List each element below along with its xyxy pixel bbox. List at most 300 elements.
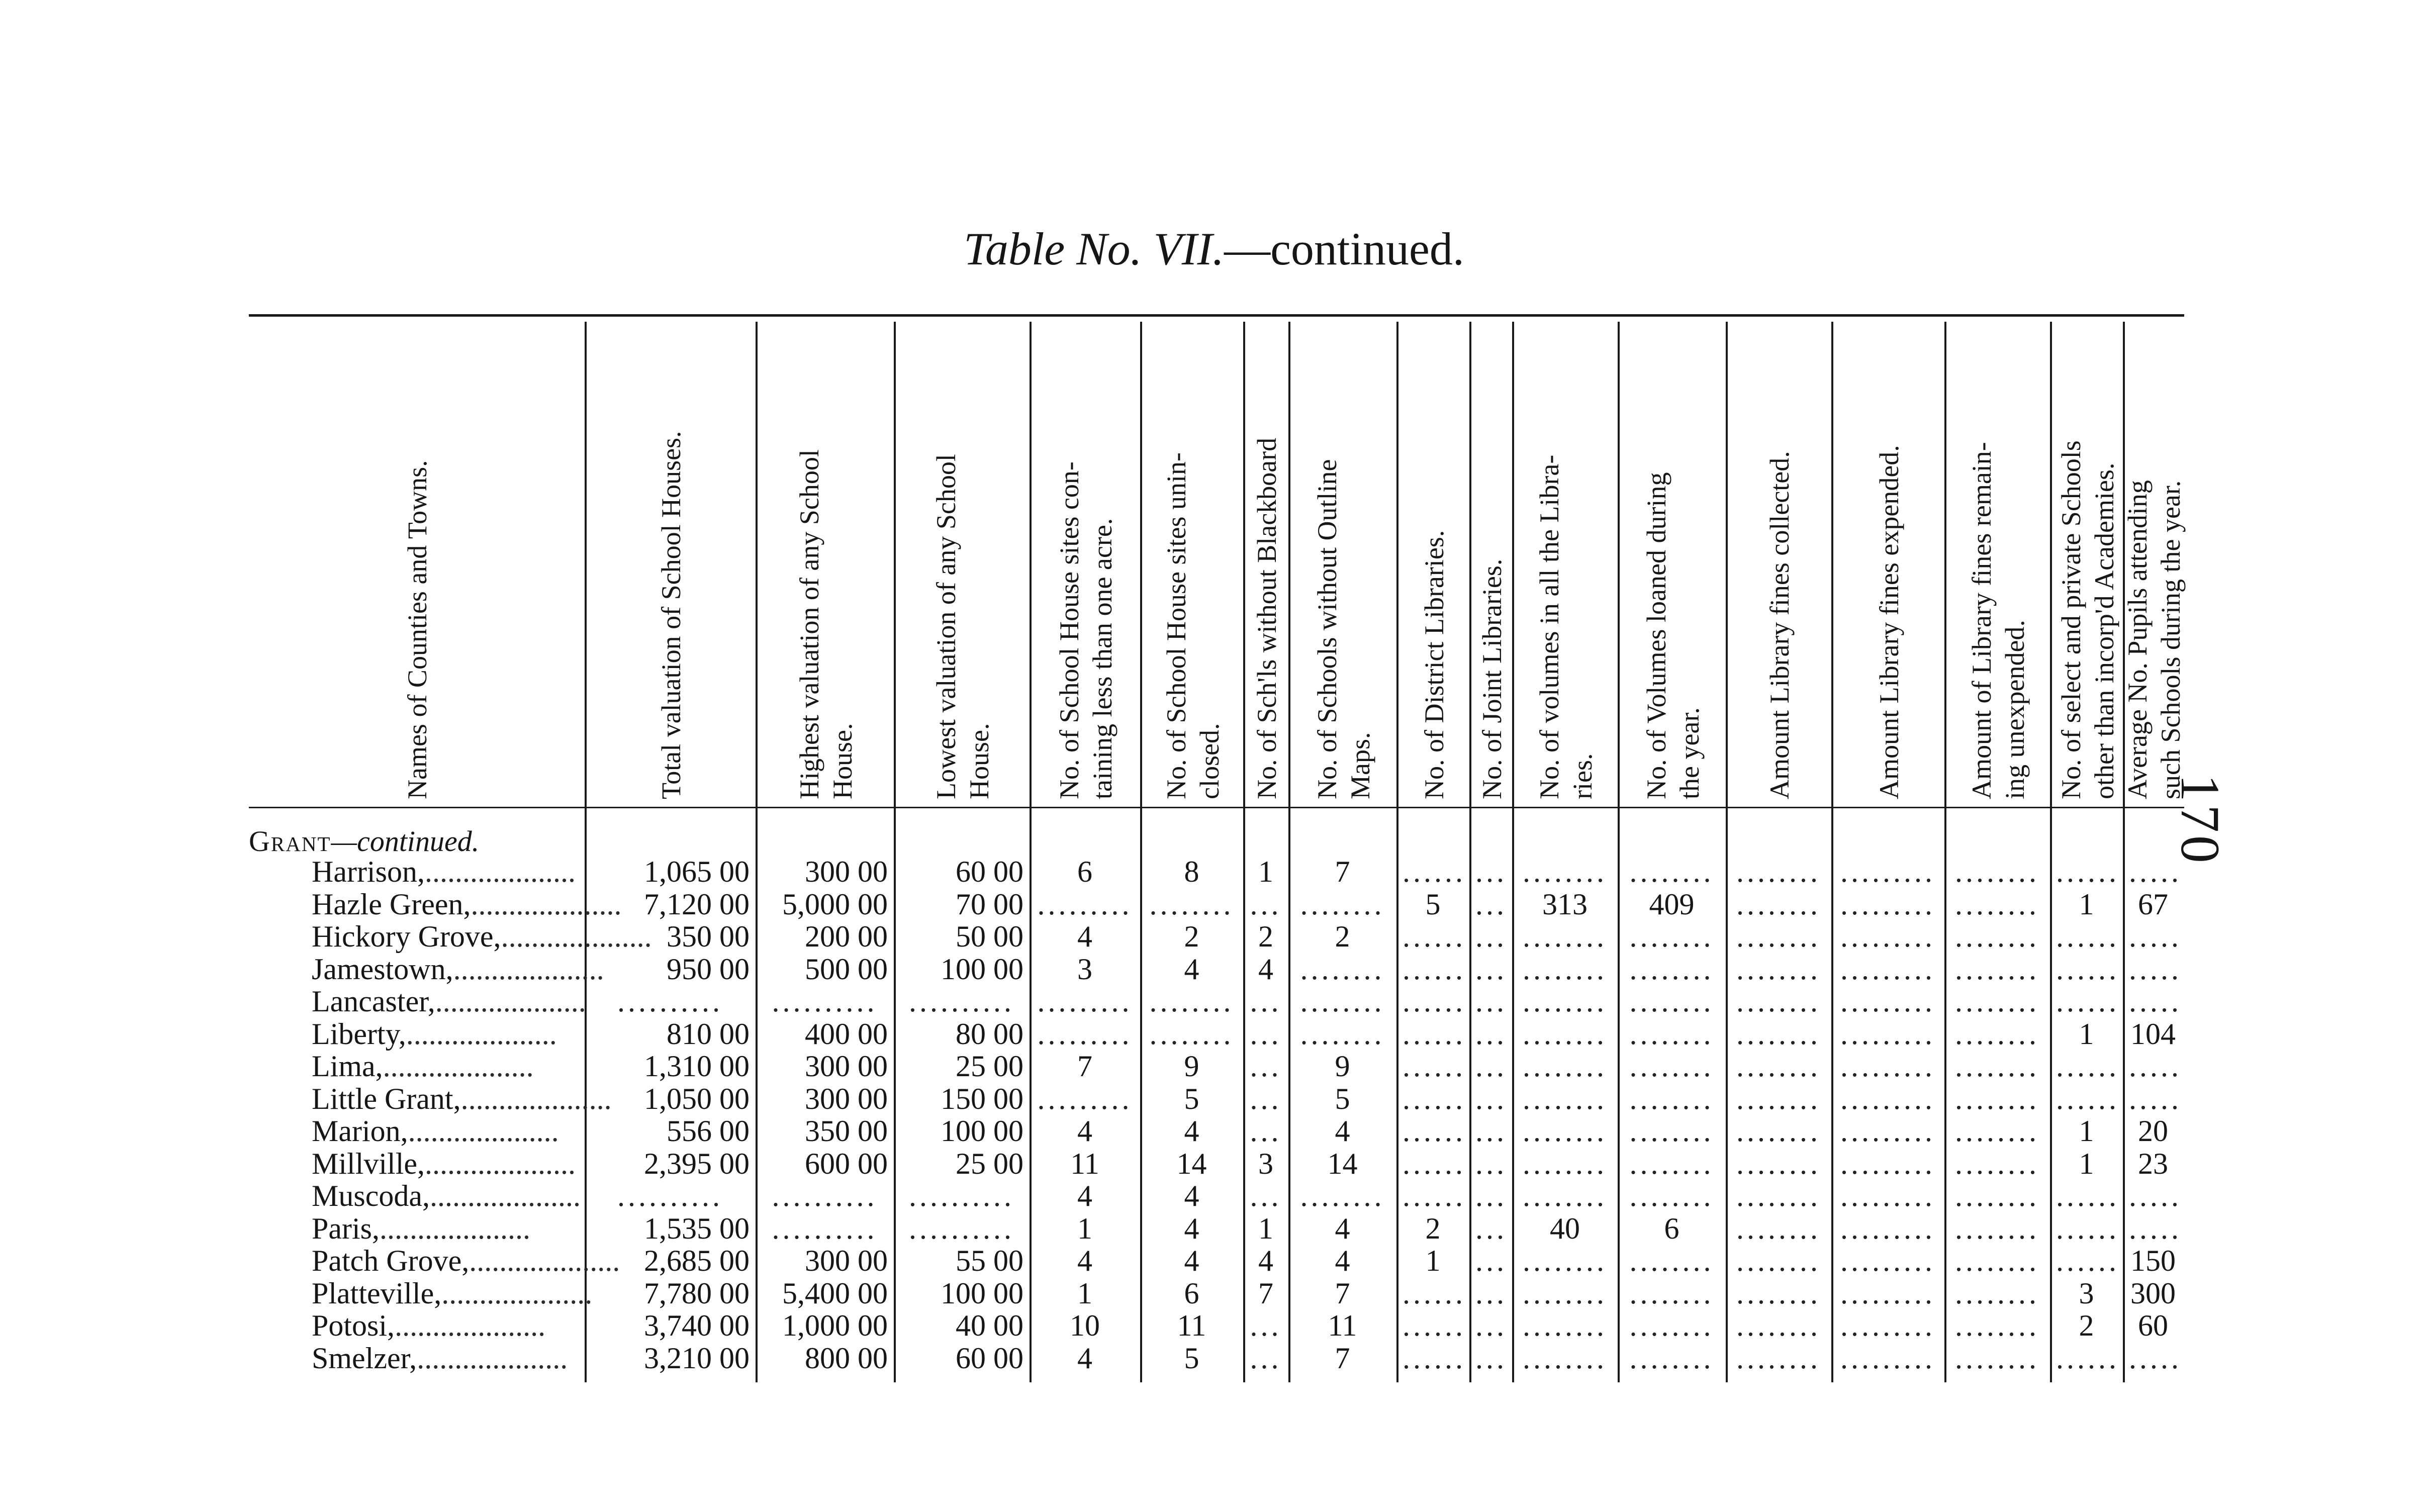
cell-unenclosed: ........ xyxy=(1149,1017,1234,1051)
cell-lowest: 100 00 xyxy=(941,953,1023,986)
cell-loaned: 409 xyxy=(1649,888,1695,921)
cell-fines-unexpended: ........ xyxy=(1955,1050,2039,1083)
column-header-line: No. of Joint Libraries. xyxy=(1477,558,1507,799)
column-header-line: House. xyxy=(827,723,858,799)
cell-volumes: ........ xyxy=(1523,1179,1607,1212)
cell-highest: 350 00 xyxy=(805,1114,888,1148)
cell-loaned: ........ xyxy=(1629,1050,1714,1083)
town-name xyxy=(312,1082,612,1115)
cell-private-schools: ...... xyxy=(2056,1342,2119,1375)
cell-joint-libs: ... xyxy=(1475,1342,1507,1375)
column-rule xyxy=(585,322,587,1382)
cell-volumes: ........ xyxy=(1523,953,1607,986)
cell-volumes: ........ xyxy=(1523,1114,1607,1148)
cell-no-maps: 7 xyxy=(1335,1342,1350,1375)
leader-dots: .................... xyxy=(380,1212,530,1245)
cell-unenclosed: 4 xyxy=(1184,1244,1199,1277)
cell-private-schools: 1 xyxy=(2079,1147,2094,1180)
cell-total: .......... xyxy=(617,1179,723,1212)
cell-volumes: ........ xyxy=(1523,985,1607,1018)
cell-private-schools: ...... xyxy=(2056,920,2119,953)
column-header-line: Names of Counties and Towns. xyxy=(402,460,432,799)
cell-unenclosed: 9 xyxy=(1184,1050,1199,1083)
cell-joint-libs: ... xyxy=(1475,1212,1507,1245)
cell-fines-expended: ......... xyxy=(1840,985,1935,1018)
cell-total: 2,395 00 xyxy=(644,1147,750,1180)
cell-lowest: 40 00 xyxy=(956,1309,1023,1342)
cell-lt-acre: 7 xyxy=(1077,1050,1092,1083)
column-rule xyxy=(1243,322,1245,1382)
cell-highest: 5,000 00 xyxy=(782,888,888,921)
town-name-text: Jamestown, xyxy=(312,953,453,986)
town-name xyxy=(312,1018,576,1050)
town-name-text: Patch Grove, xyxy=(312,1244,470,1277)
cell-avg-pupils: ..... xyxy=(2129,953,2182,986)
cell-lowest: 70 00 xyxy=(956,888,1023,921)
column-header-line: House. xyxy=(964,723,994,799)
town-name xyxy=(312,1050,576,1082)
cell-total: 1,535 00 xyxy=(644,1212,750,1245)
column-header-line: closed. xyxy=(1194,723,1225,799)
cell-unenclosed: 14 xyxy=(1176,1147,1207,1180)
column-header-line: No. of School House sites con- xyxy=(1054,461,1084,799)
cell-private-schools: ...... xyxy=(2056,985,2119,1018)
page-number: 170 xyxy=(2170,774,2231,866)
cell-joint-libs: ... xyxy=(1475,1082,1507,1115)
cell-private-schools: ...... xyxy=(2056,1244,2119,1277)
cell-fines-expended: ......... xyxy=(1840,953,1935,986)
town-name-text: Muscoda, xyxy=(312,1179,430,1212)
column-header-line: Maps. xyxy=(1345,732,1375,799)
cell-lowest: 55 00 xyxy=(956,1244,1023,1277)
page-title xyxy=(0,224,2428,274)
cell-district-libs: 2 xyxy=(1425,1212,1441,1245)
cell-unenclosed: 4 xyxy=(1184,1114,1199,1148)
cell-lowest: 100 00 xyxy=(941,1277,1023,1310)
cell-lt-acre: 4 xyxy=(1077,920,1092,953)
cell-lt-acre: ......... xyxy=(1037,985,1133,1018)
cell-avg-pupils: 104 xyxy=(2130,1017,2176,1051)
cell-joint-libs: ... xyxy=(1475,985,1507,1018)
cell-lowest: .......... xyxy=(909,1179,1014,1212)
cell-joint-libs: ... xyxy=(1475,855,1507,888)
column-header-line: Lowest valuation of any School xyxy=(931,454,961,799)
cell-private-schools: ...... xyxy=(2056,953,2119,986)
cell-loaned: ........ xyxy=(1629,920,1714,953)
cell-volumes: ........ xyxy=(1523,1082,1607,1115)
column-header-line: the year. xyxy=(1674,707,1705,799)
cell-loaned: ........ xyxy=(1629,985,1714,1018)
cell-private-schools: 1 xyxy=(2079,1114,2094,1148)
column-header-line: No. of Sch'ls without Blackboard xyxy=(1252,437,1282,799)
cell-fines-unexpended: ........ xyxy=(1955,1244,2039,1277)
column-rule xyxy=(1831,322,1833,1382)
cell-fines-expended: ......... xyxy=(1840,1342,1935,1375)
cell-joint-libs: ... xyxy=(1475,1050,1507,1083)
cell-no-maps: 4 xyxy=(1335,1114,1350,1148)
cell-no-blackboard: ... xyxy=(1250,985,1282,1018)
cell-lowest: 80 00 xyxy=(956,1017,1023,1051)
column-rule xyxy=(1030,322,1032,1382)
town-name-text: Marion, xyxy=(312,1114,408,1148)
cell-lowest: 150 00 xyxy=(941,1082,1023,1115)
cell-fines-expended: ......... xyxy=(1840,855,1935,888)
cell-joint-libs: ... xyxy=(1475,953,1507,986)
column-header-line: No. of District Libraries. xyxy=(1419,530,1449,799)
cell-volumes: ........ xyxy=(1523,1309,1607,1342)
leader-dots: .................... xyxy=(408,1114,559,1148)
cell-total: 3,740 00 xyxy=(644,1309,750,1342)
town-name xyxy=(312,1212,576,1245)
column-rule xyxy=(1396,322,1398,1382)
cell-district-libs: ...... xyxy=(1403,920,1466,953)
cell-unenclosed: ........ xyxy=(1149,985,1234,1018)
cell-highest: 800 00 xyxy=(805,1342,888,1375)
cell-lt-acre: 4 xyxy=(1077,1244,1092,1277)
cell-no-maps: 7 xyxy=(1335,855,1350,888)
cell-loaned: ........ xyxy=(1629,1309,1714,1342)
town-name-text: Harrison, xyxy=(312,855,425,888)
cell-private-schools: ...... xyxy=(2056,1179,2119,1212)
cell-highest: .......... xyxy=(772,1179,878,1212)
cell-no-maps: 4 xyxy=(1335,1244,1350,1277)
cell-fines-unexpended: ........ xyxy=(1955,1082,2039,1115)
leader-dots: .................... xyxy=(453,953,604,986)
leader-dots: .................... xyxy=(469,1244,620,1277)
cell-highest: 1,000 00 xyxy=(782,1309,888,1342)
cell-fines-expended: ......... xyxy=(1840,1309,1935,1342)
cell-lt-acre: 1 xyxy=(1077,1277,1092,1310)
section-suffix: —continued. xyxy=(331,825,480,858)
cell-highest: 200 00 xyxy=(805,920,888,953)
cell-lt-acre: ......... xyxy=(1037,888,1133,921)
cell-highest: 500 00 xyxy=(805,953,888,986)
cell-avg-pupils: 60 xyxy=(2138,1309,2168,1342)
cell-lt-acre: 4 xyxy=(1077,1342,1092,1375)
cell-total: 556 00 xyxy=(667,1114,750,1148)
town-name xyxy=(312,985,586,1018)
cell-joint-libs: ... xyxy=(1475,1017,1507,1051)
cell-highest: 600 00 xyxy=(805,1147,888,1180)
cell-no-blackboard: 1 xyxy=(1258,1212,1273,1245)
cell-no-blackboard: 4 xyxy=(1258,953,1273,986)
cell-joint-libs: ... xyxy=(1475,1179,1507,1212)
cell-no-maps: 14 xyxy=(1327,1147,1358,1180)
cell-unenclosed: 6 xyxy=(1184,1277,1199,1310)
town-name xyxy=(312,920,652,953)
column-header-line: ing unexpended. xyxy=(2000,620,2030,799)
cell-avg-pupils: 23 xyxy=(2138,1147,2168,1180)
cell-no-maps: 9 xyxy=(1335,1050,1350,1083)
cell-fines-expended: ......... xyxy=(1840,1050,1935,1083)
cell-highest: 300 00 xyxy=(805,1050,888,1083)
cell-highest: 400 00 xyxy=(805,1017,888,1051)
cell-no-blackboard: ... xyxy=(1250,1179,1282,1212)
cell-joint-libs: ... xyxy=(1475,888,1507,921)
cell-district-libs: ...... xyxy=(1403,1277,1466,1310)
leader-dots: .................... xyxy=(383,1050,534,1083)
column-rule xyxy=(1618,322,1620,1382)
town-name xyxy=(312,1277,593,1310)
cell-fines-unexpended: ........ xyxy=(1955,1342,2039,1375)
town-name-text: Platteville, xyxy=(312,1277,442,1310)
column-rule xyxy=(894,322,896,1382)
cell-no-blackboard: 2 xyxy=(1258,920,1273,953)
cell-avg-pupils: 20 xyxy=(2138,1114,2168,1148)
leader-dots: .................... xyxy=(424,855,576,888)
cell-district-libs: ...... xyxy=(1403,1147,1466,1180)
cell-fines-collected: ........ xyxy=(1736,1147,1821,1180)
cell-private-schools: ...... xyxy=(2056,1050,2119,1083)
cell-fines-unexpended: ........ xyxy=(1955,1114,2039,1148)
town-name xyxy=(312,888,622,921)
cell-no-maps: 5 xyxy=(1335,1082,1350,1115)
cell-fines-expended: ......... xyxy=(1840,888,1935,921)
cell-lowest: 100 00 xyxy=(941,1114,1023,1148)
cell-total: 810 00 xyxy=(667,1017,750,1051)
cell-total: 7,780 00 xyxy=(644,1277,750,1310)
cell-no-blackboard: 7 xyxy=(1258,1277,1273,1310)
leader-dots: .................... xyxy=(406,1017,557,1051)
cell-fines-unexpended: ........ xyxy=(1955,920,2039,953)
town-name-text: Lancaster, xyxy=(312,985,435,1018)
column-header-line: Amount Library fines expended. xyxy=(1874,445,1904,799)
column-rule xyxy=(1512,322,1514,1382)
column-header-line: ries. xyxy=(1567,753,1598,799)
cell-highest: 300 00 xyxy=(805,855,888,888)
cell-total: 3,210 00 xyxy=(644,1342,750,1375)
cell-fines-expended: ......... xyxy=(1840,1017,1935,1051)
town-name xyxy=(312,953,604,986)
cell-fines-unexpended: ........ xyxy=(1955,953,2039,986)
cell-loaned: ........ xyxy=(1629,1114,1714,1148)
cell-fines-expended: ......... xyxy=(1840,1244,1935,1277)
cell-fines-collected: ........ xyxy=(1736,1179,1821,1212)
town-name-text: Liberty, xyxy=(312,1017,406,1051)
cell-district-libs: ...... xyxy=(1403,1179,1466,1212)
header-bottom-rule xyxy=(249,807,2184,808)
cell-fines-expended: ......... xyxy=(1840,1179,1935,1212)
column-header-line: No. of Schools without Outline xyxy=(1312,459,1342,799)
cell-fines-collected: ........ xyxy=(1736,855,1821,888)
cell-total: 1,050 00 xyxy=(644,1082,750,1115)
cell-district-libs: ...... xyxy=(1403,953,1466,986)
leader-dots: .................... xyxy=(435,985,586,1018)
cell-avg-pupils: ..... xyxy=(2129,1082,2182,1115)
cell-joint-libs: ... xyxy=(1475,1277,1507,1310)
cell-fines-collected: ........ xyxy=(1736,888,1821,921)
town-name-text: Lima, xyxy=(312,1050,383,1083)
table-top-rule xyxy=(249,314,2184,317)
cell-lt-acre: 6 xyxy=(1077,855,1092,888)
cell-highest: .......... xyxy=(772,1212,878,1245)
town-name xyxy=(312,1342,576,1374)
cell-fines-collected: ........ xyxy=(1736,1050,1821,1083)
cell-lt-acre: 3 xyxy=(1077,953,1092,986)
section-heading xyxy=(249,824,479,858)
cell-total: 7,120 00 xyxy=(644,888,750,921)
cell-private-schools: 1 xyxy=(2079,888,2094,921)
town-name xyxy=(312,1309,576,1342)
cell-avg-pupils: 300 xyxy=(2130,1277,2176,1310)
column-header-line: taining less than one acre. xyxy=(1087,518,1117,799)
leader-dots: .................... xyxy=(441,1277,593,1310)
cell-district-libs: ...... xyxy=(1403,1050,1466,1083)
cell-loaned: ........ xyxy=(1629,1017,1714,1051)
cell-loaned: ........ xyxy=(1629,855,1714,888)
column-rule xyxy=(1140,322,1142,1382)
town-name xyxy=(312,856,576,888)
cell-unenclosed: 8 xyxy=(1184,855,1199,888)
leader-dots: .................... xyxy=(395,1309,546,1342)
cell-unenclosed: ........ xyxy=(1149,888,1234,921)
cell-total: 950 00 xyxy=(667,953,750,986)
cell-fines-collected: ........ xyxy=(1736,1277,1821,1310)
cell-loaned: ........ xyxy=(1629,1147,1714,1180)
cell-unenclosed: 4 xyxy=(1184,1212,1199,1245)
cell-lt-acre: 10 xyxy=(1070,1309,1100,1342)
cell-fines-unexpended: ........ xyxy=(1955,1017,2039,1051)
cell-private-schools: 1 xyxy=(2079,1017,2094,1051)
cell-district-libs: 5 xyxy=(1425,888,1441,921)
cell-volumes: 40 xyxy=(1550,1212,1580,1245)
cell-unenclosed: 5 xyxy=(1184,1082,1199,1115)
cell-highest: .......... xyxy=(772,985,878,1018)
cell-total: 350 00 xyxy=(667,920,750,953)
cell-no-blackboard: ... xyxy=(1250,1017,1282,1051)
town-name-text: Hazle Green, xyxy=(312,888,471,921)
cell-lowest: 25 00 xyxy=(956,1147,1023,1180)
cell-joint-libs: ... xyxy=(1475,920,1507,953)
cell-lowest: 60 00 xyxy=(956,1342,1023,1375)
title-italic: Table No. VII. xyxy=(964,223,1225,274)
cell-lt-acre: 1 xyxy=(1077,1212,1092,1245)
cell-no-blackboard: ... xyxy=(1250,1050,1282,1083)
cell-fines-unexpended: ........ xyxy=(1955,1212,2039,1245)
cell-private-schools: ...... xyxy=(2056,1212,2119,1245)
cell-highest: 300 00 xyxy=(805,1244,888,1277)
cell-fines-collected: ........ xyxy=(1736,1017,1821,1051)
cell-lowest: 60 00 xyxy=(956,855,1023,888)
cell-fines-unexpended: ........ xyxy=(1955,985,2039,1018)
column-rule xyxy=(1944,322,1946,1382)
cell-fines-unexpended: ........ xyxy=(1955,1147,2039,1180)
cell-fines-collected: ........ xyxy=(1736,1309,1821,1342)
cell-unenclosed: 4 xyxy=(1184,953,1199,986)
cell-fines-collected: ........ xyxy=(1736,1342,1821,1375)
title-rest: —continued. xyxy=(1224,223,1464,274)
cell-avg-pupils: ..... xyxy=(2129,1050,2182,1083)
cell-lt-acre: 11 xyxy=(1070,1147,1099,1180)
cell-fines-expended: ......... xyxy=(1840,1147,1935,1180)
cell-fines-unexpended: ........ xyxy=(1955,1179,2039,1212)
column-header-line: No. of volumes in all the Libra- xyxy=(1534,454,1564,799)
cell-fines-expended: ......... xyxy=(1840,1212,1935,1245)
cell-fines-expended: ......... xyxy=(1840,920,1935,953)
cell-private-schools: ...... xyxy=(2056,855,2119,888)
cell-no-maps: 4 xyxy=(1335,1212,1350,1245)
leader-dots: .................... xyxy=(501,920,652,953)
cell-fines-expended: ......... xyxy=(1840,1082,1935,1115)
cell-no-maps: 7 xyxy=(1335,1277,1350,1310)
town-name-text: Hickory Grove, xyxy=(312,920,501,953)
cell-fines-expended: ......... xyxy=(1840,1277,1935,1310)
cell-district-libs: ...... xyxy=(1403,855,1466,888)
cell-loaned: 6 xyxy=(1664,1212,1679,1245)
column-rule xyxy=(1288,322,1290,1382)
column-header-line: Highest valuation of any School xyxy=(794,449,824,799)
cell-fines-expended: ......... xyxy=(1840,1114,1935,1148)
cell-joint-libs: ... xyxy=(1475,1114,1507,1148)
cell-no-blackboard: ... xyxy=(1250,888,1282,921)
cell-no-blackboard: ... xyxy=(1250,1309,1282,1342)
cell-highest: 300 00 xyxy=(805,1082,888,1115)
cell-volumes: ........ xyxy=(1523,1342,1607,1375)
cell-joint-libs: ... xyxy=(1475,1309,1507,1342)
leader-dots: .................... xyxy=(425,1147,576,1180)
town-name xyxy=(312,1148,576,1180)
cell-avg-pupils: ..... xyxy=(2129,1212,2182,1245)
cell-private-schools: 2 xyxy=(2079,1309,2094,1342)
cell-volumes: ........ xyxy=(1523,920,1607,953)
cell-no-blackboard: 4 xyxy=(1258,1244,1273,1277)
cell-no-blackboard: ... xyxy=(1250,1342,1282,1375)
column-header-line: Average No. Pupils attending xyxy=(2122,480,2153,799)
cell-district-libs: ...... xyxy=(1403,1342,1466,1375)
column-rule xyxy=(1726,322,1728,1382)
cell-loaned: ........ xyxy=(1629,1082,1714,1115)
cell-unenclosed: 2 xyxy=(1184,920,1199,953)
cell-joint-libs: ... xyxy=(1475,1244,1507,1277)
column-rule xyxy=(1469,322,1471,1382)
column-rule xyxy=(756,322,758,1382)
town-name-text: Potosi, xyxy=(312,1309,395,1342)
cell-avg-pupils: ..... xyxy=(2129,920,2182,953)
cell-unenclosed: 4 xyxy=(1184,1179,1199,1212)
cell-lowest: .......... xyxy=(909,985,1014,1018)
town-name xyxy=(312,1244,620,1277)
cell-lt-acre: ......... xyxy=(1037,1082,1133,1115)
cell-fines-collected: ........ xyxy=(1736,1114,1821,1148)
cell-loaned: ........ xyxy=(1629,1277,1714,1310)
cell-lt-acre: ......... xyxy=(1037,1017,1133,1051)
cell-no-maps: 2 xyxy=(1335,920,1350,953)
cell-avg-pupils: 67 xyxy=(2138,888,2168,921)
cell-avg-pupils: ..... xyxy=(2129,1179,2182,1212)
cell-no-blackboard: 1 xyxy=(1258,855,1273,888)
column-header-line: Total valuation of School Houses. xyxy=(656,431,686,799)
column-rule xyxy=(2050,322,2052,1382)
cell-total: 1,065 00 xyxy=(644,855,750,888)
cell-district-libs: ...... xyxy=(1403,1082,1466,1115)
cell-volumes: ........ xyxy=(1523,1147,1607,1180)
cell-no-maps: ........ xyxy=(1300,888,1385,921)
town-name xyxy=(312,1115,576,1147)
cell-no-maps: ........ xyxy=(1300,953,1385,986)
cell-fines-unexpended: ........ xyxy=(1955,855,2039,888)
cell-fines-collected: ........ xyxy=(1736,920,1821,953)
cell-district-libs: ...... xyxy=(1403,1309,1466,1342)
cell-volumes: ........ xyxy=(1523,855,1607,888)
town-name xyxy=(312,1179,581,1212)
cell-fines-collected: ........ xyxy=(1736,985,1821,1018)
cell-no-blackboard: 3 xyxy=(1258,1147,1273,1180)
column-header-line: No. of select and private Schools xyxy=(2056,440,2086,799)
cell-no-blackboard: ... xyxy=(1250,1114,1282,1148)
leader-dots: .................... xyxy=(460,1082,612,1115)
cell-highest: 5,400 00 xyxy=(782,1277,888,1310)
leader-dots: .................... xyxy=(471,888,622,921)
